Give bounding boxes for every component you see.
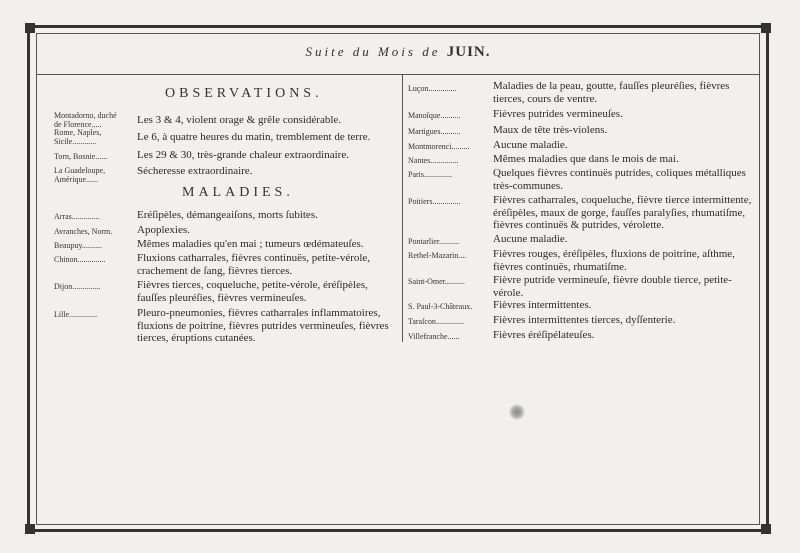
- entry-text: Fièvres rouges, éréſipèles, fluxions de poitrine, aſthme, fièvres continuës, rhumatiſme.: [493, 248, 735, 273]
- entry-text: Maladies de la peau, goutte, fauſſes pleuréſies, fièvres tierces, cours de ventre.: [493, 80, 730, 105]
- entry-text: Fièvres intermittentes tierces, dyſſenterie.: [493, 314, 676, 326]
- place-name: Torn, Bosnie......: [54, 152, 108, 161]
- place-name: Chinon..............: [54, 255, 106, 264]
- place-name: La Guadeloupe, Amérique......: [54, 166, 106, 184]
- place-name: Luçon..............: [408, 84, 457, 93]
- entry-text: Quelques fièvres continuës putrides, coliques métalliques très-communes.: [493, 167, 746, 192]
- running-title: [36, 44, 760, 61]
- entry-text: Fièvres tierces, coqueluche, petite-vérole, éréſipèles, fauſſes pleuréſies, fièvres vermineuſes.: [137, 279, 368, 304]
- header-rule: [36, 74, 760, 75]
- place-name: Montadorno, duché de Florence.....: [54, 111, 117, 129]
- entry-text: Aucune maladie.: [493, 233, 568, 245]
- entry-text: Fièvres intermittentes.: [493, 299, 592, 311]
- place-name: Poitiers..............: [408, 197, 461, 206]
- entry-text: Fièvres putrides vermineuſes.: [493, 108, 623, 120]
- place-name: Montmorenci.........: [408, 142, 470, 151]
- place-name: Manoſque..........: [408, 111, 461, 120]
- running-title-prefix: Suite du Mois de: [305, 44, 441, 59]
- place-name: Beaupuy..........: [54, 241, 102, 250]
- entry-text: Les 29 & 30, très-grande chaleur extraordinaire.: [137, 149, 349, 161]
- place-name: Avranches, Norm.: [54, 227, 113, 236]
- corner-ornament: [25, 524, 35, 534]
- entry-text: Sécheresse extraordinaire.: [137, 165, 253, 177]
- place-name: Rome, Naples, Sicile............: [54, 128, 102, 146]
- place-name: S. Paul-3-Châteaux.: [408, 302, 473, 311]
- running-title-month: JUIN.: [446, 44, 491, 60]
- place-name: Lille..............: [54, 310, 98, 319]
- entry-text: Mêmes maladies qu'en mai ; tumeurs œdémateuſes.: [137, 238, 364, 250]
- entry-text: Aucune maladie.: [493, 139, 568, 151]
- entry-text: Le 6, à quatre heures du matin, tremblement de terre.: [137, 131, 371, 143]
- entry-text: Fièvres éréſipélateuſes.: [493, 329, 595, 341]
- place-name: Villefranche......: [408, 332, 460, 341]
- entry-text: Fièvre putride vermineuſe, fièvre double tierce, petite-vérole.: [493, 274, 732, 299]
- entry-text: Mêmes maladies que dans le mois de mai.: [493, 153, 679, 165]
- place-name: Paris..............: [408, 170, 452, 179]
- entry-text: Maux de tête très-violens.: [493, 124, 608, 136]
- place-name: Dijon..............: [54, 282, 101, 291]
- entry-text: Eréſipèles, démangeaiſons, morts ſubites.: [137, 209, 318, 221]
- entry-text: Fièvres catharrales, coqueluche, fièvre tierce intermittente, éréſipèles, maux de gorge, fauſſes paralyſies, rhumatiſme, fièvres continuës & putrides, vérolette.: [493, 194, 752, 231]
- place-name: Martigues..........: [408, 127, 461, 136]
- column-divider: [402, 74, 403, 342]
- corner-ornament: [761, 23, 771, 33]
- entry-text: Pleuro-pneumonies, fièvres catharrales inflammatoires, fluxions de poitrine, fièvres putrides vermineuſes, fièvres tierces, éruptions cutanées.: [137, 307, 389, 344]
- entry-text: Fluxions catharrales, fièvres continuës, petite-vérole, crachement de ſang, fièvres tierces.: [137, 252, 371, 277]
- place-name: Nantes..............: [408, 156, 459, 165]
- entry-text: Les 3 & 4, violent orage & grêle considérable.: [137, 114, 342, 126]
- place-name: Rethel-Mazarin....: [408, 251, 467, 260]
- entry-text: Apoplexies.: [137, 224, 190, 236]
- place-name: Saint-Omer..........: [408, 277, 465, 286]
- ink-smudge: [509, 404, 525, 420]
- place-name: Taraſcon..............: [408, 317, 464, 326]
- observations-heading: OBSERVATIONS.: [165, 86, 323, 101]
- place-name: Pontarlier..........: [408, 237, 460, 246]
- corner-ornament: [761, 524, 771, 534]
- maladies-heading: MALADIES.: [182, 185, 294, 200]
- corner-ornament: [25, 23, 35, 33]
- place-name: Arras..............: [54, 212, 100, 221]
